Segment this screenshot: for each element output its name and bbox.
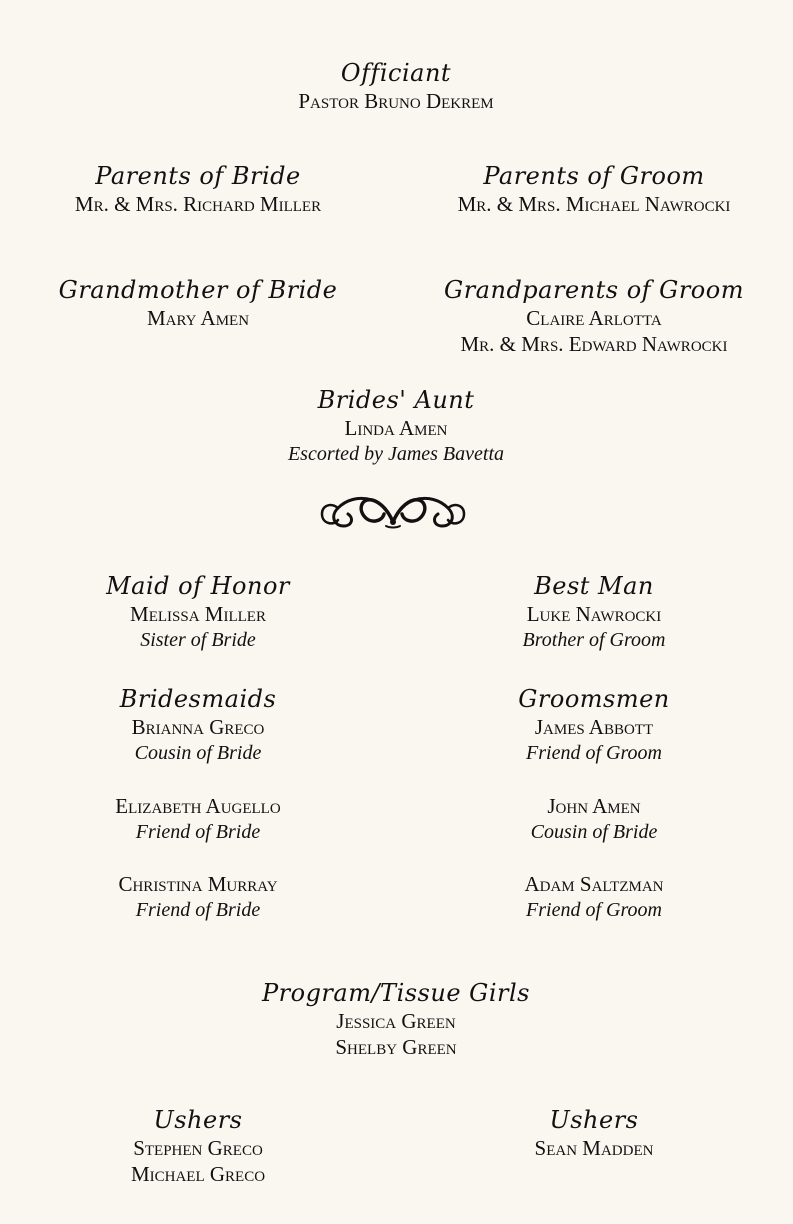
- parents-of-bride-section: [8, 161, 388, 217]
- ushers-heading: Ushers: [153, 1106, 243, 1134]
- grandparents-of-groom-heading: Grandparents of Groom: [444, 276, 744, 304]
- officiant-section: [206, 58, 586, 114]
- groomsman-relation: Friend of Groom: [526, 899, 662, 921]
- program-tissue-girl-name: Jessica Green: [336, 1009, 456, 1033]
- grandmother-of-bride-name: Mary Amen: [146, 306, 250, 330]
- bridesmaid-name: Elizabeth Augello: [115, 794, 281, 818]
- bridesmaids-heading: Bridesmaids: [119, 685, 277, 713]
- groomsman-entry: [404, 793, 784, 845]
- groomsmen-section: [404, 684, 784, 766]
- grandmother-of-bride-section: [8, 275, 388, 331]
- bridesmaid-entry: [8, 871, 388, 923]
- usher-name: Sean Madden: [534, 1136, 654, 1160]
- program-tissue-girl-name: Shelby Green: [335, 1035, 457, 1059]
- program-tissue-girls-heading: Program/Tissue Girls: [262, 979, 530, 1007]
- bridesmaid-relation: Friend of Bride: [135, 899, 261, 921]
- scroll-flourish-icon: [318, 492, 468, 532]
- grandmother-of-bride-heading: Grandmother of Bride: [58, 276, 338, 304]
- officiant-name: Pastor Bruno Dekrem: [298, 89, 494, 113]
- grandparents-of-groom-name: Claire Arlotta: [526, 306, 662, 330]
- best-man-heading: Best Man: [534, 572, 654, 600]
- ushers-left-section: [8, 1105, 388, 1187]
- program-tissue-girls-section: [206, 978, 586, 1060]
- groomsman-relation: Cousin of Bride: [530, 821, 658, 843]
- grandparents-of-groom-section: [404, 275, 784, 357]
- groomsman-name: James Abbott: [534, 715, 654, 739]
- maid-of-honor-section: [8, 571, 388, 653]
- bridesmaid-name: Christina Murray: [118, 872, 278, 896]
- maid-of-honor-relation: Sister of Bride: [140, 629, 256, 651]
- usher-name: Stephen Greco: [133, 1136, 263, 1160]
- bridesmaid-relation: Friend of Bride: [135, 821, 261, 843]
- groomsman-name: Adam Saltzman: [524, 872, 664, 896]
- bridesmaid-entry: [8, 793, 388, 845]
- bridesmaid-name: Brianna Greco: [131, 715, 265, 739]
- parents-of-bride-name: Mr. & Mrs. Richard Miller: [74, 192, 322, 216]
- brides-aunt-note: Escorted by James Bavetta: [287, 443, 505, 465]
- best-man-section: [404, 571, 784, 653]
- bridesmaids-section: [8, 684, 388, 766]
- brides-aunt-section: [206, 385, 586, 467]
- best-man-relation: Brother of Groom: [522, 629, 666, 651]
- best-man-name: Luke Nawrocki: [526, 602, 662, 626]
- parents-of-groom-heading: Parents of Groom: [483, 162, 705, 190]
- groomsman-name: John Amen: [547, 794, 641, 818]
- brides-aunt-name: Linda Amen: [344, 416, 448, 440]
- parents-of-groom-section: [404, 161, 784, 217]
- groomsmen-heading: Groomsmen: [518, 685, 670, 713]
- ushers-right-section: [404, 1105, 784, 1161]
- maid-of-honor-heading: Maid of Honor: [106, 572, 290, 600]
- bridesmaid-relation: Cousin of Bride: [134, 742, 262, 764]
- officiant-heading: Officiant: [340, 59, 452, 87]
- groomsman-relation: Friend of Groom: [526, 742, 662, 764]
- groomsman-entry: [404, 871, 784, 923]
- parents-of-bride-heading: Parents of Bride: [95, 162, 301, 190]
- usher-name: Michael Greco: [130, 1162, 266, 1186]
- maid-of-honor-name: Melissa Miller: [130, 602, 266, 626]
- brides-aunt-heading: Brides' Aunt: [317, 386, 475, 414]
- grandparents-of-groom-name: Mr. & Mrs. Edward Nawrocki: [460, 332, 728, 356]
- parents-of-groom-name: Mr. & Mrs. Michael Nawrocki: [457, 192, 731, 216]
- ushers-heading: Ushers: [549, 1106, 639, 1134]
